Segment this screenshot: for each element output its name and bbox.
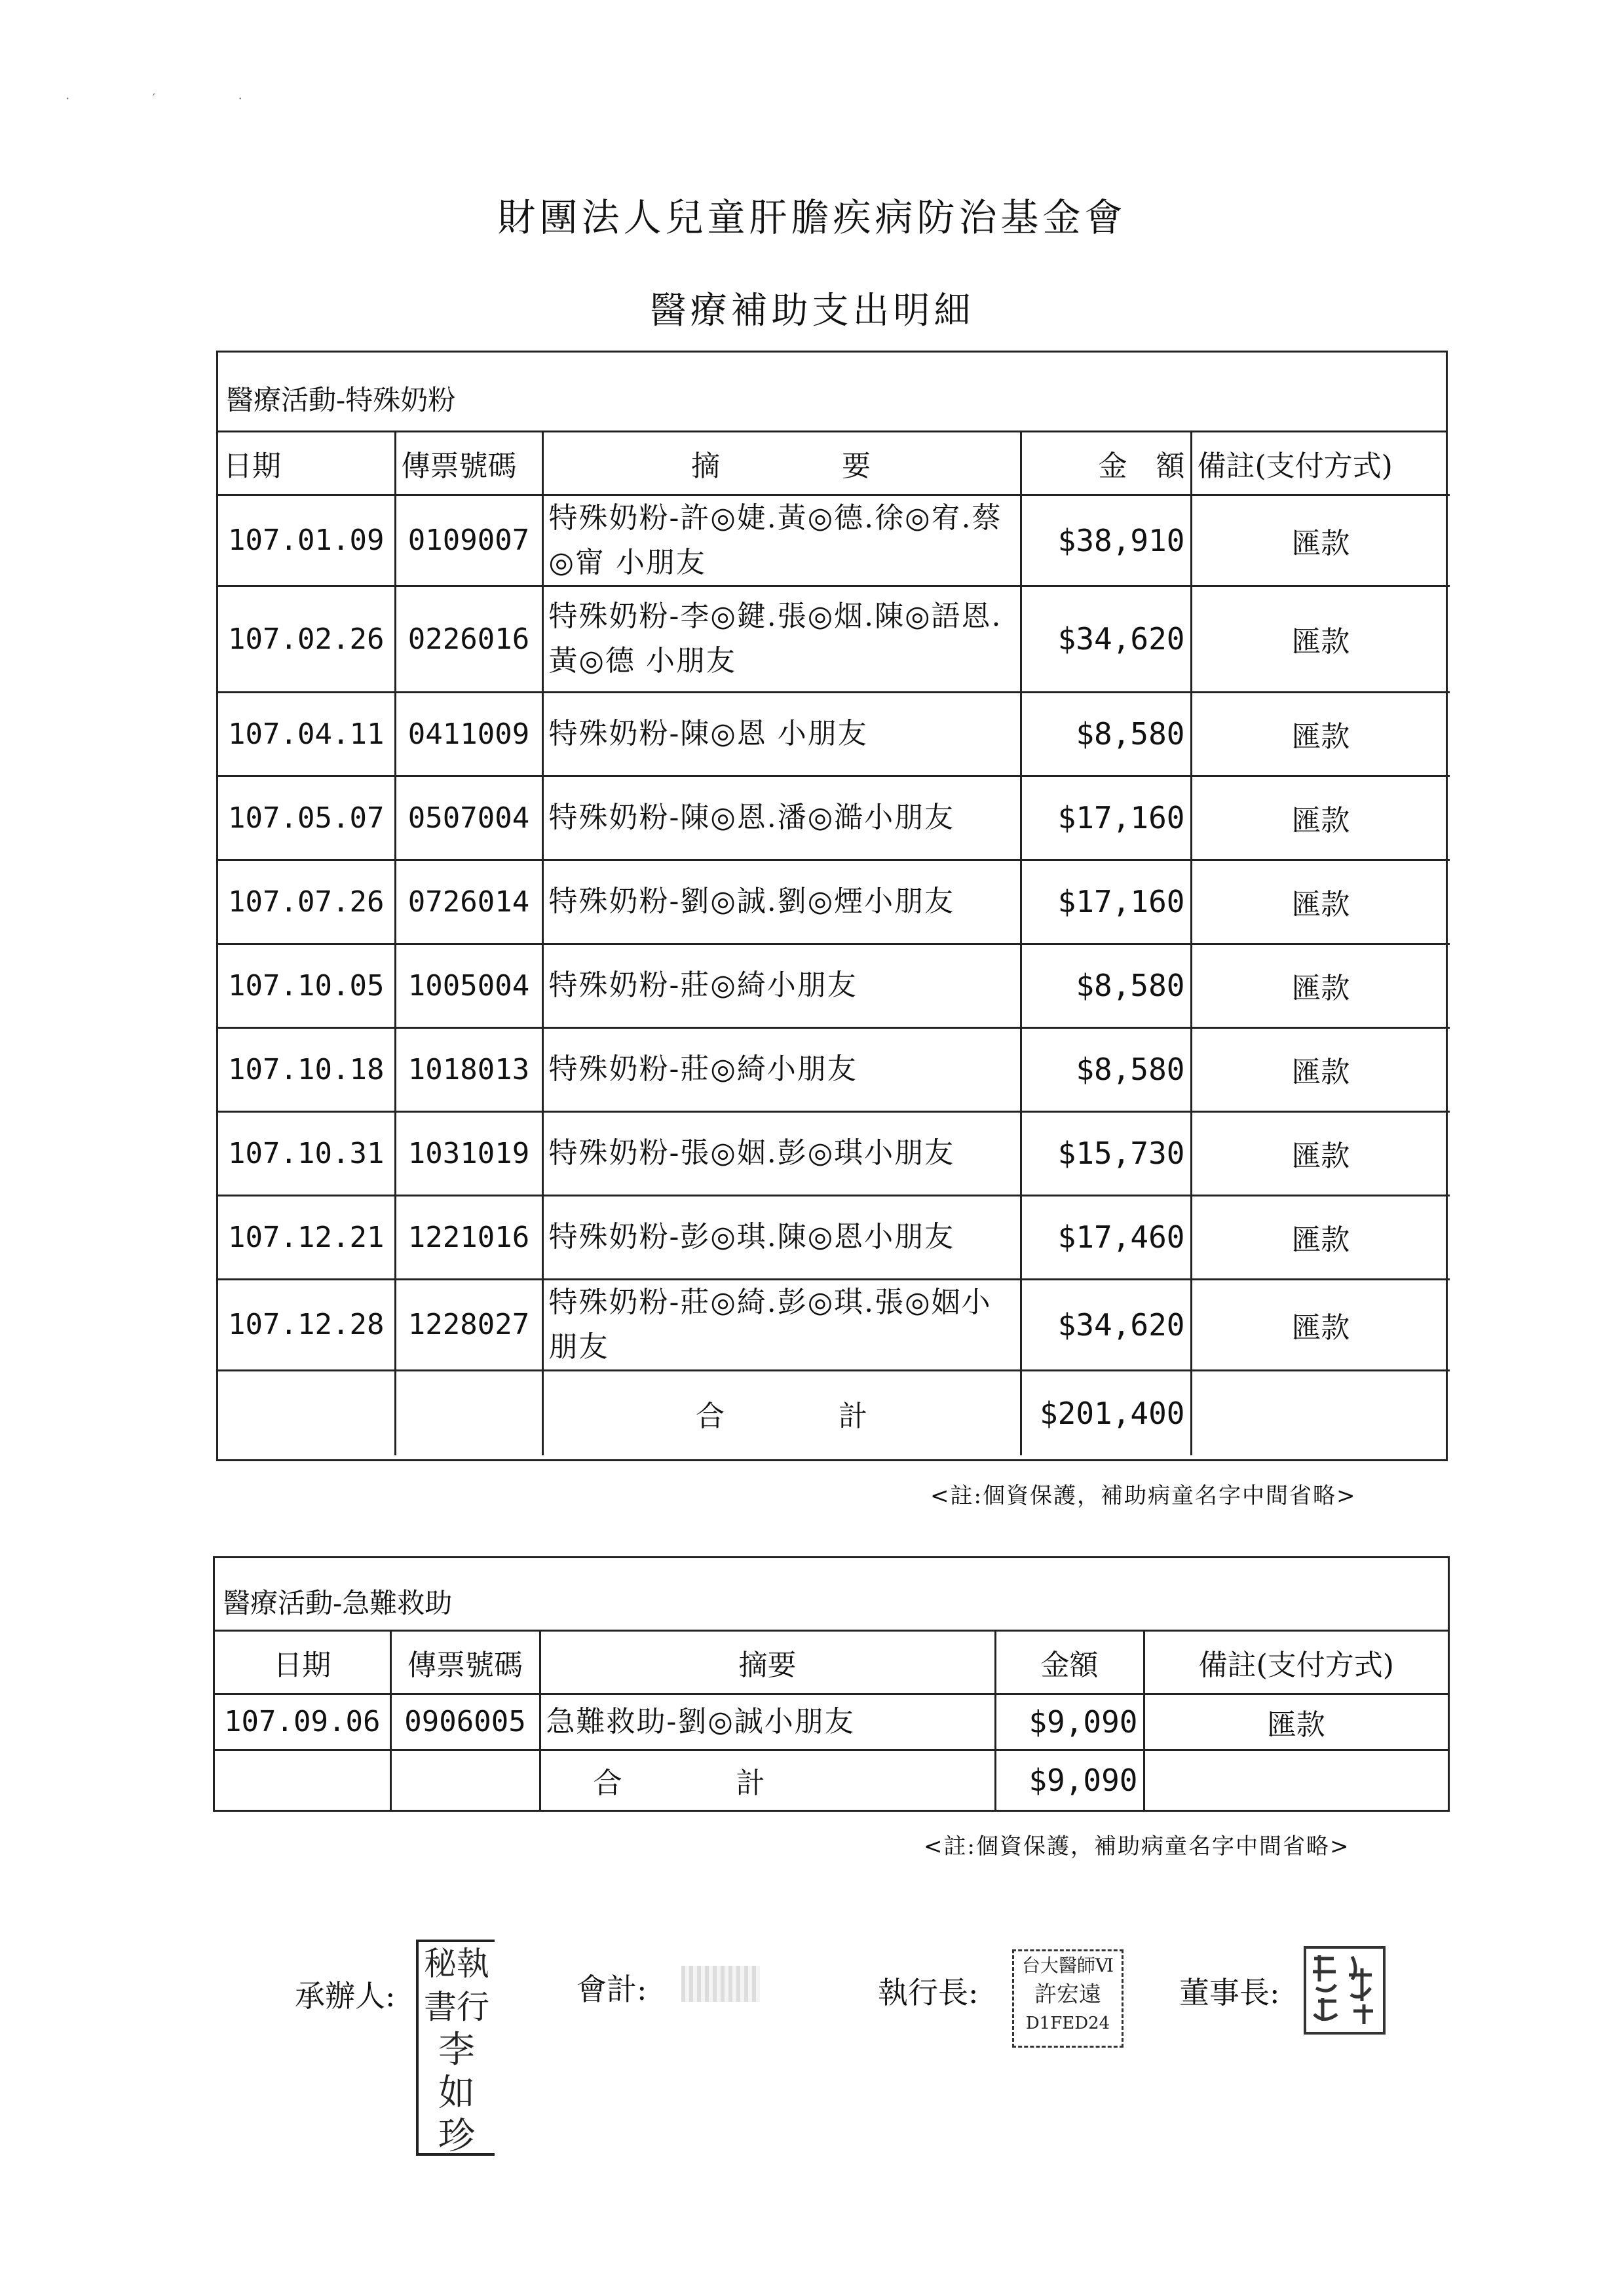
row-remark: 匯款	[1191, 860, 1450, 944]
row-remark: 匯款	[1191, 1027, 1450, 1111]
row-date: 107.12.28	[218, 1279, 395, 1370]
total-date-empty	[215, 1750, 390, 1810]
row-summary: 特殊奶粉-莊◎綺小朋友	[542, 944, 1021, 1027]
row-remark: 匯款	[1191, 495, 1450, 586]
row-amount: $17,160	[1021, 776, 1191, 860]
row-remark: 匯款	[1191, 1195, 1450, 1279]
seal-text: 台大醫師Ⅵ	[1021, 1955, 1114, 1976]
table-row	[218, 776, 1450, 860]
row-voucher: 0507004	[395, 776, 542, 860]
col-date-header: 日期	[215, 1632, 390, 1694]
row-voucher: 0109007	[395, 495, 542, 586]
row-voucher: 1221016	[395, 1195, 542, 1279]
col-amount-header: 金 額	[1021, 432, 1191, 495]
col-amount-header: 金額	[995, 1632, 1144, 1694]
col-date-header: 日期	[218, 432, 395, 495]
row-date: 107.01.09	[218, 495, 395, 586]
row-voucher: 0906005	[390, 1694, 540, 1750]
row-summary: 特殊奶粉-張◎姻.彭◎琪小朋友	[542, 1111, 1021, 1195]
col-remark-header: 備註(支付方式)	[1191, 432, 1450, 495]
row-voucher: 0411009	[395, 692, 542, 776]
total-row	[215, 1750, 1448, 1810]
chairman-label: 董事長:	[1179, 1975, 1280, 2010]
table-row	[218, 1027, 1450, 1111]
table-row	[218, 495, 1450, 586]
seal-text: 李	[438, 2029, 475, 2071]
accountant-label: 會計:	[576, 1972, 647, 2007]
special-formula-section	[216, 351, 1448, 1461]
row-voucher: 1031019	[395, 1111, 542, 1195]
special-formula-table	[218, 432, 1450, 1455]
row-remark: 匯款	[1191, 1111, 1450, 1195]
row-date: 107.10.18	[218, 1027, 395, 1111]
total-voucher-empty	[395, 1370, 542, 1455]
row-amount: $9,090	[995, 1694, 1144, 1750]
total-voucher-empty	[390, 1750, 540, 1810]
seal-text: 珍	[438, 2115, 475, 2158]
total-label: 合 計	[542, 1370, 1021, 1455]
row-date: 107.04.11	[218, 692, 395, 776]
emergency-aid-table	[215, 1632, 1448, 1810]
ceo-label: 執行長:	[878, 1975, 979, 2010]
row-summary: 特殊奶粉-許◎婕.黃◎德.徐◎宥.蔡◎甯 小朋友	[542, 495, 1021, 586]
section-heading: 醫療活動-急難救助	[215, 1558, 1448, 1632]
table-row	[218, 944, 1450, 1027]
table-row	[218, 586, 1450, 692]
total-label: 合 計	[540, 1750, 995, 1810]
row-date: 107.12.21	[218, 1195, 395, 1279]
section-heading: 醫療活動-特殊奶粉	[218, 353, 1446, 432]
row-amount: $34,620	[1021, 1279, 1191, 1370]
table-header-row	[218, 432, 1450, 495]
chairman-seal	[1304, 1946, 1386, 2035]
table-header-row	[215, 1632, 1448, 1694]
row-amount: $17,160	[1021, 860, 1191, 944]
row-remark: 匯款	[1191, 776, 1450, 860]
row-remark: 匯款	[1191, 586, 1450, 692]
total-amount: $201,400	[1021, 1370, 1191, 1455]
row-remark: 匯款	[1191, 1279, 1450, 1370]
row-date: 107.02.26	[218, 586, 395, 692]
row-date: 107.07.26	[218, 860, 395, 944]
row-summary: 特殊奶粉-陳◎恩.潘◎澔小朋友	[542, 776, 1021, 860]
row-voucher: 0726014	[395, 860, 542, 944]
total-date-empty	[218, 1370, 395, 1455]
row-date: 107.09.06	[215, 1694, 390, 1750]
row-amount: $8,580	[1021, 1027, 1191, 1111]
row-amount: $38,910	[1021, 495, 1191, 586]
seal-text: 書行	[424, 1988, 489, 2026]
handler-label: 承辦人:	[295, 1978, 396, 2014]
row-summary: 特殊奶粉-李◎鍵.張◎烟.陳◎語恩.黃◎德 小朋友	[542, 586, 1021, 692]
emergency-aid-section	[213, 1556, 1450, 1812]
page-subtitle: 醫療補助支出明細	[649, 290, 975, 332]
col-summary-header: 摘 要	[542, 432, 1021, 495]
row-date: 107.10.31	[218, 1111, 395, 1195]
handler-seal	[416, 1940, 495, 2156]
table-row	[215, 1694, 1448, 1750]
col-summary-header: 摘要	[540, 1632, 995, 1694]
total-remark-empty	[1144, 1750, 1448, 1810]
table-row	[218, 1279, 1450, 1370]
scan-specks: · ′ ·	[66, 90, 282, 106]
row-amount: $8,580	[1021, 944, 1191, 1027]
row-amount: $34,620	[1021, 586, 1191, 692]
privacy-note: <註:個資保護，補助病童名字中間省略>	[930, 1483, 1357, 1509]
seal-glyphs-icon	[1306, 1949, 1383, 2032]
row-summary: 特殊奶粉-莊◎綺.彭◎琪.張◎姻小朋友	[542, 1279, 1021, 1370]
seal-text: 秘執	[424, 1945, 489, 1983]
row-voucher: 1228027	[395, 1279, 542, 1370]
total-amount: $9,090	[995, 1750, 1144, 1810]
seal-text: 許宏遠	[1034, 1981, 1101, 2008]
row-date: 107.05.07	[218, 776, 395, 860]
col-voucher-header: 傳票號碼	[390, 1632, 540, 1694]
row-amount: $15,730	[1021, 1111, 1191, 1195]
total-row	[218, 1370, 1450, 1455]
col-remark-header: 備註(支付方式)	[1144, 1632, 1448, 1694]
row-voucher: 1018013	[395, 1027, 542, 1111]
table-row	[218, 1195, 1450, 1279]
accountant-seal-smudge	[681, 1966, 760, 2002]
privacy-note: <註:個資保護，補助病童名字中間省略>	[924, 1833, 1350, 1860]
row-remark: 匯款	[1191, 944, 1450, 1027]
ceo-seal	[1012, 1949, 1124, 2048]
row-voucher: 1005004	[395, 944, 542, 1027]
row-amount: $17,460	[1021, 1195, 1191, 1279]
row-date: 107.10.05	[218, 944, 395, 1027]
row-remark: 匯款	[1144, 1694, 1448, 1750]
row-amount: $8,580	[1021, 692, 1191, 776]
row-remark: 匯款	[1191, 692, 1450, 776]
table-row	[218, 1111, 1450, 1195]
row-summary: 特殊奶粉-彭◎琪.陳◎恩小朋友	[542, 1195, 1021, 1279]
row-summary: 特殊奶粉-劉◎誠.劉◎煙小朋友	[542, 860, 1021, 944]
row-summary: 特殊奶粉-莊◎綺小朋友	[542, 1027, 1021, 1111]
seal-text: 如	[438, 2072, 475, 2114]
row-summary: 急難救助-劉◎誠小朋友	[540, 1694, 995, 1750]
row-voucher: 0226016	[395, 586, 542, 692]
total-remark-empty	[1191, 1370, 1450, 1455]
table-row	[218, 860, 1450, 944]
table-row	[218, 692, 1450, 776]
row-summary: 特殊奶粉-陳◎恩 小朋友	[542, 692, 1021, 776]
page-title: 財團法人兒童肝膽疾病防治基金會	[497, 195, 1127, 240]
col-voucher-header: 傳票號碼	[395, 432, 542, 495]
seal-text: D1FED24	[1025, 2014, 1110, 2033]
